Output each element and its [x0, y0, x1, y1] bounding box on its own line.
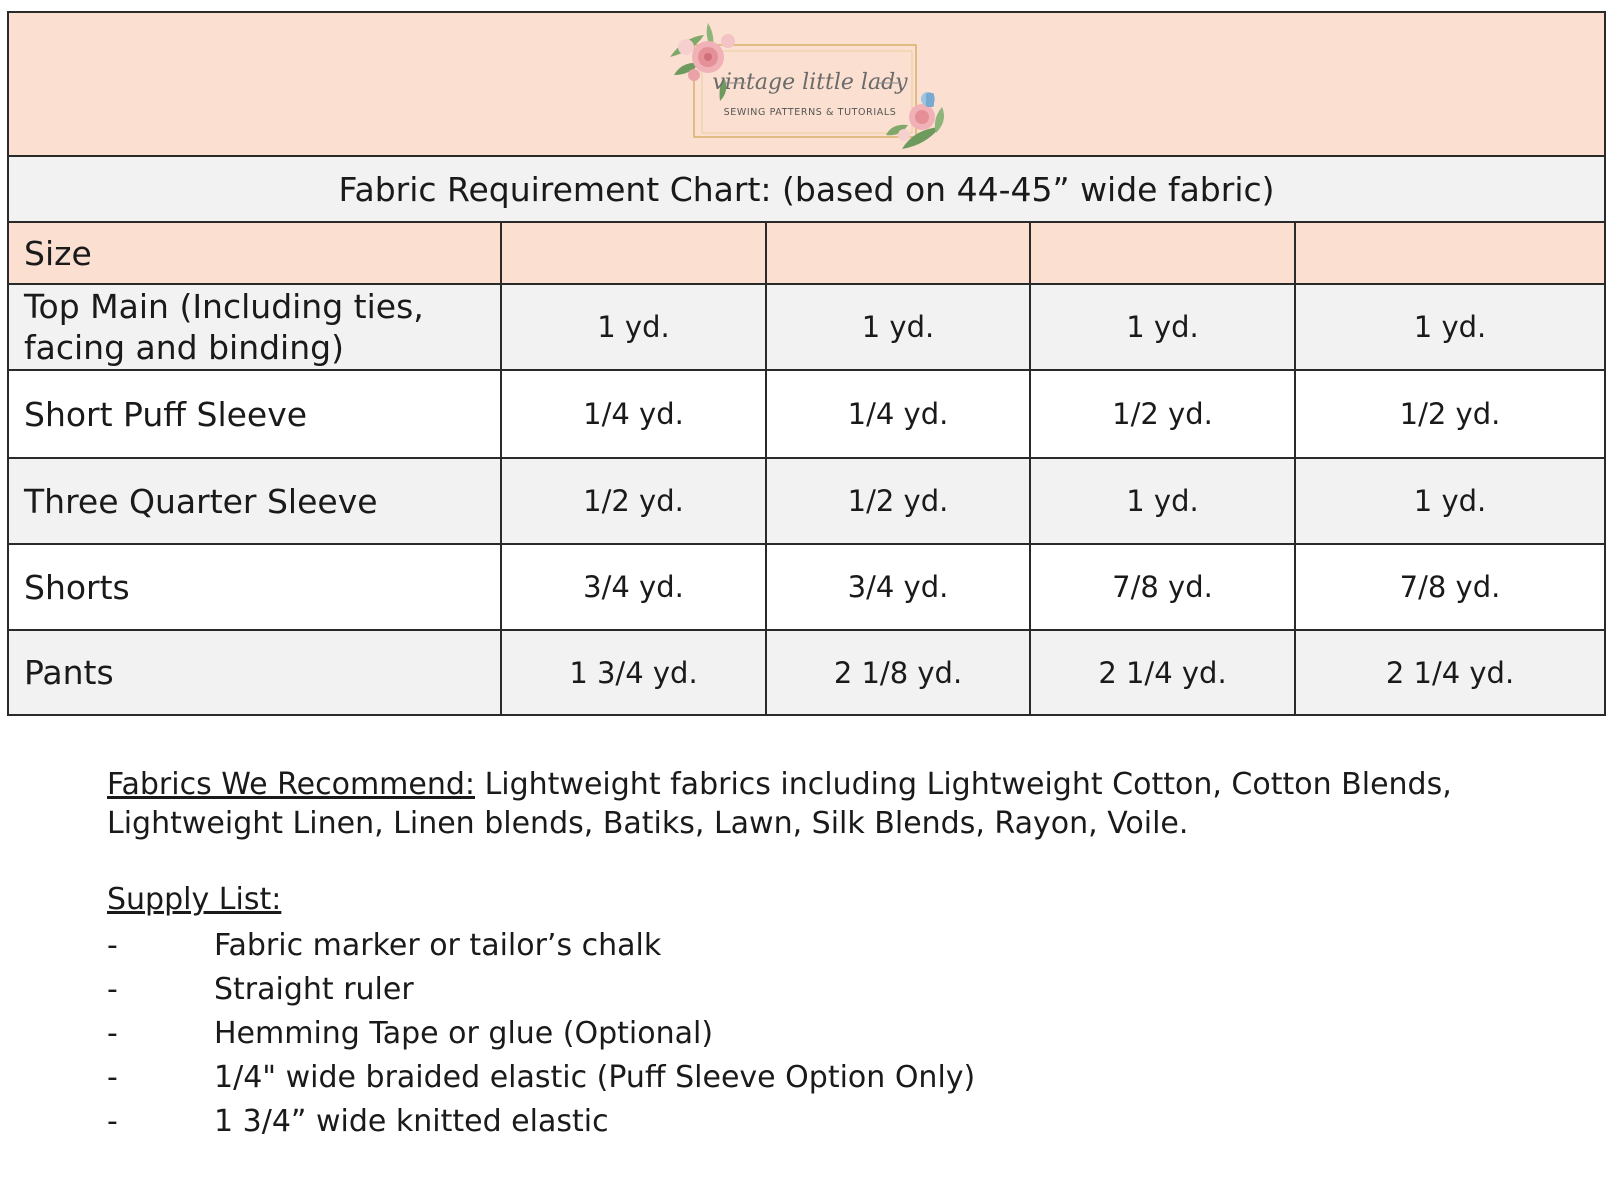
yardage-cell: 1 yd. [1295, 284, 1605, 370]
row-label: Pants [8, 630, 501, 715]
yardage-cell: 7/8 yd. [1030, 544, 1295, 630]
yardage-cell: 1 3/4 yd. [501, 630, 766, 715]
bullet-dash: - [107, 1104, 118, 1139]
yardage-cell: 1 yd. [1030, 458, 1295, 544]
bullet-dash: - [107, 972, 118, 1007]
yardage-cell: 1/4 yd. [766, 370, 1030, 458]
yardage-cell: 1/2 yd. [501, 458, 766, 544]
list-item [107, 968, 975, 1012]
row-label: Three Quarter Sleeve [8, 458, 501, 544]
chart-title: Fabric Requirement Chart: (based on 44-45” wide fabric) [8, 156, 1605, 222]
recommend-text: Lightweight fabrics including Lightweight Cotton, Cotton Blends, Lightweight Linen, Linen blends, Batiks, Lawn, Silk Blends, Rayon, Voile. [107, 767, 1452, 841]
list-item [107, 1100, 975, 1144]
supply-list-heading: Supply List: [107, 882, 282, 917]
size-label: Size [8, 222, 501, 284]
row-label-line: facing and binding) [24, 328, 344, 367]
yardage-cell: 3/4 yd. [766, 544, 1030, 630]
table-row [8, 630, 1605, 715]
yardage-cell: 1 yd. [1030, 284, 1295, 370]
size-column-header [1030, 222, 1295, 284]
size-column-header [501, 222, 766, 284]
size-header-row [8, 222, 1605, 284]
list-item [107, 924, 975, 968]
supply-list [107, 924, 975, 1144]
bullet-dash: - [107, 1060, 118, 1095]
supply-item-text: 1 3/4” wide knitted elastic [214, 1104, 609, 1139]
logo-banner [8, 12, 1605, 156]
list-item [107, 1012, 975, 1056]
fabric-requirement-table [7, 11, 1606, 716]
size-column-header [766, 222, 1030, 284]
yardage-cell: 1/2 yd. [766, 458, 1030, 544]
supply-item-text: Hemming Tape or glue (Optional) [214, 1016, 714, 1051]
logo-script-text: vintage little lady [711, 70, 908, 95]
yardage-cell: 1/2 yd. [1030, 370, 1295, 458]
floral-cluster-bottom-right-icon [886, 92, 944, 149]
table-row [8, 284, 1605, 370]
recommend-heading: Fabrics We Recommend: [107, 767, 476, 802]
yardage-cell: 1/4 yd. [501, 370, 766, 458]
list-item [107, 1056, 975, 1100]
yardage-cell: 1 yd. [1295, 458, 1605, 544]
bullet-dash: - [107, 928, 118, 963]
supply-item-text: Fabric marker or tailor’s chalk [214, 928, 662, 963]
size-column-header [1295, 222, 1605, 284]
logo-tagline: SEWING PATTERNS & TUTORIALS [723, 107, 896, 118]
supply-item-text: Straight ruler [214, 972, 414, 1007]
yardage-cell: 2 1/8 yd. [766, 630, 1030, 715]
yardage-cell: 1/2 yd. [1295, 370, 1605, 458]
yardage-cell: 7/8 yd. [1295, 544, 1605, 630]
vintage-little-lady-logo [664, 17, 950, 151]
yardage-cell: 2 1/4 yd. [1030, 630, 1295, 715]
row-label-line: Top Main (Including ties, [24, 287, 424, 326]
supply-item-text: 1/4" wide braided elastic (Puff Sleeve Option Only) [214, 1060, 976, 1095]
yardage-cell: 1 yd. [766, 284, 1030, 370]
yardage-cell: 3/4 yd. [501, 544, 766, 630]
table-row [8, 370, 1605, 458]
row-label [8, 284, 501, 370]
row-label: Shorts [8, 544, 501, 630]
table-row [8, 458, 1605, 544]
table-row [8, 544, 1605, 630]
yardage-cell: 2 1/4 yd. [1295, 630, 1605, 715]
yardage-cell: 1 yd. [501, 284, 766, 370]
fabric-recommendation [107, 765, 1567, 843]
row-label: Short Puff Sleeve [8, 370, 501, 458]
bullet-dash: - [107, 1016, 118, 1051]
